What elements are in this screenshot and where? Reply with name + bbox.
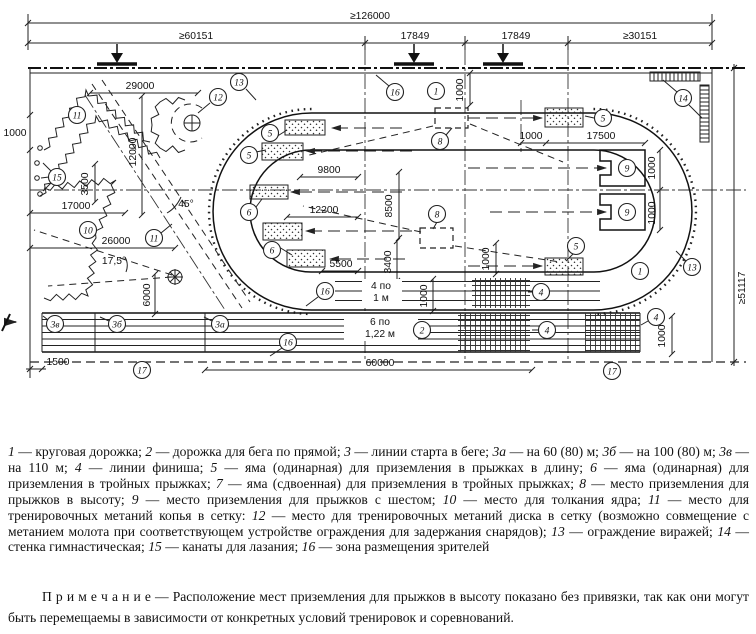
callout-16 — [280, 334, 297, 351]
svg-text:9: 9 — [624, 208, 630, 219]
dim-label-d-1000-b2: 1000 — [647, 201, 658, 225]
callout-4 — [648, 309, 665, 326]
svg-text:16: 16 — [320, 287, 330, 298]
callout-1 — [632, 263, 649, 280]
svg-text:15: 15 — [52, 173, 62, 184]
dim-label-lane-6po: 6 по — [370, 317, 390, 328]
climbing-rope-icons — [35, 146, 43, 197]
svg-text:10: 10 — [83, 226, 93, 237]
svg-text:14: 14 — [678, 94, 688, 105]
note-text: Расположение мест приземления для прыжков в высоту показано без привязки, так как они могут быть перемещаемы в зависимости от конкретных условий тренировок и соревнований. — [8, 589, 749, 626]
svg-text:17: 17 — [607, 367, 617, 378]
svg-text:5: 5 — [573, 242, 579, 253]
dim-label-seg-17849-1: 17849 — [400, 31, 430, 42]
legend — [8, 444, 749, 555]
callout-11 — [146, 230, 163, 247]
legend-item-7: 7 — яма (сдвоенная) для приземления в тройных прыжках; — [215, 475, 580, 491]
dim-label-d-12000: 12000 — [128, 137, 139, 167]
svg-text:13: 13 — [687, 263, 697, 274]
dim-label-d-6000: 6000 — [142, 283, 153, 307]
svg-text:5: 5 — [267, 129, 273, 140]
legend-item-8: 8 — место приземления для прыжков в высоту; — [8, 475, 749, 507]
svg-text:8: 8 — [437, 137, 443, 148]
dim-label-lane-122m: 1,22 м — [365, 329, 395, 340]
dim-label-d-1000-p6: 1000 — [519, 131, 543, 142]
dim-label-d-8500: 8500 — [384, 194, 395, 218]
svg-text:8: 8 — [434, 210, 440, 221]
callout-8 — [432, 133, 449, 150]
dim-label-d-1000-top: 1000 — [455, 78, 466, 102]
svg-text:5: 5 — [246, 151, 252, 162]
callout-5 — [568, 238, 585, 255]
svg-text:12: 12 — [213, 93, 223, 104]
dim-label-d-9800: 9800 — [317, 165, 341, 176]
dim-label-height-51117: ≥51117 — [737, 271, 748, 305]
callout-13 — [231, 74, 248, 91]
callout-14 — [675, 90, 692, 107]
svg-text:6: 6 — [246, 208, 252, 219]
legend-item-6: 6 — яма (одинарная) для приземления в тройных прыжках; — [8, 459, 749, 491]
svg-text:6: 6 — [269, 246, 275, 257]
legend-item-12: 12 — место для тренировочных метаний диска в сетку (возможно совмещение с метанием молота при соответствующем устройстве ограждения для задержания снарядов); — [8, 507, 749, 539]
svg-text:3а: 3а — [215, 320, 225, 331]
callout-8 — [429, 206, 446, 223]
dim-label-seg-30151: ≥30151 — [622, 31, 658, 42]
dim-label-d-26000: 26000 — [101, 236, 131, 247]
callout-10 — [80, 222, 97, 239]
callout-4 — [533, 284, 550, 301]
dim-label-d-1000-fin: 1000 — [657, 324, 668, 348]
dim-label-d-1500: 1500 — [46, 357, 70, 368]
high-jump-landing — [420, 108, 468, 248]
callout-16 — [387, 84, 404, 101]
dim-label-d-60000: 60000 — [365, 358, 395, 369]
legend-item-4: 4 — линии финиша; — [74, 459, 211, 475]
svg-text:4: 4 — [538, 288, 544, 299]
legend-item-10: 10 — место для толкания ядра; — [442, 491, 649, 507]
dim-label-total-126000: ≥126000 — [349, 11, 391, 22]
dim-label-d-12200: 12200 — [309, 205, 339, 216]
dim-label-d-5500: 5500 — [329, 259, 353, 270]
legend-item-11: 11 — место для тренировочных метаний копья в сетку: — [8, 491, 749, 523]
svg-text:3б: 3б — [112, 320, 122, 331]
legend-item-1: 1 — круговая дорожка; — [8, 444, 146, 459]
zone-zigzag-borders — [40, 90, 185, 301]
legend-item-13: 13 — ограждение виражей; — [551, 523, 718, 539]
dim-label-a-45: 45° — [178, 199, 194, 210]
dim-label-seg-60151: ≥60151 — [178, 31, 214, 42]
svg-text:1: 1 — [433, 87, 439, 98]
callout-2 — [414, 322, 431, 339]
callout-6 — [264, 242, 281, 259]
callout-15 — [49, 169, 66, 186]
dim-label-lane-1m: 1 м — [373, 293, 389, 304]
dim-label-lane-4po: 4 по — [371, 281, 391, 292]
callout-5 — [595, 110, 612, 127]
svg-text:16: 16 — [390, 88, 400, 99]
svg-text:11: 11 — [149, 234, 159, 245]
svg-text:4: 4 — [653, 313, 659, 324]
dim-label-d-1000-left: 1000 — [3, 128, 27, 139]
legend-item-14: 14 — стенка гимнастическая; — [8, 523, 750, 555]
svg-text:1: 1 — [637, 267, 643, 278]
note-dash: — — [155, 589, 169, 604]
legend-item-3б: 3б — на 100 (80) м; — [602, 444, 720, 459]
dim-label-d-17000: 17000 — [61, 201, 91, 212]
callout-17 — [604, 363, 621, 380]
callout-6 — [241, 204, 258, 221]
note-label: П р и м е ч а н и е — [42, 589, 151, 604]
callout-11 — [69, 107, 86, 124]
dim-label-a-17-5: 17,5° — [101, 256, 127, 267]
legend-item-5: 5 — яма (одинарная) для приземления в прыжках в длину; — [210, 459, 591, 475]
svg-text:17: 17 — [137, 366, 147, 377]
dim-label-seg-17849-2: 17849 — [501, 31, 531, 42]
svg-text:16: 16 — [283, 338, 293, 349]
callout-3б — [109, 316, 126, 333]
svg-text:3в: 3в — [50, 320, 60, 331]
svg-text:4: 4 — [544, 326, 550, 337]
callout-3а — [212, 316, 229, 333]
dim-label-d-17500: 17500 — [586, 131, 616, 142]
gymnastics-wall — [650, 72, 709, 142]
callout-1 — [428, 83, 445, 100]
legend-item-3а: 3а — на 60 (80) м; — [492, 444, 603, 459]
callout-13 — [684, 259, 701, 276]
callout-5 — [262, 125, 279, 142]
legend-item-3в: 3в — на 110 м; — [8, 444, 749, 475]
legend-item-9: 9 — место приземления для прыжков с шестом; — [131, 491, 443, 507]
legend-item-16: 16 — зона размещения зрителей — [301, 539, 490, 555]
dim-label-d-1000-p7: 1000 — [481, 247, 492, 271]
callout-9 — [619, 160, 636, 177]
svg-text:13: 13 — [234, 78, 244, 89]
dim-label-d-1000-strip: 1000 — [419, 284, 430, 308]
callout-5 — [241, 147, 258, 164]
figure-note — [8, 586, 749, 628]
svg-text:5: 5 — [600, 114, 606, 125]
callout-16 — [317, 283, 334, 300]
svg-text:2: 2 — [419, 326, 425, 337]
legend-item-15: 15 — канаты для лазания; — [148, 539, 302, 555]
legend-item-2: 2 — дорожка для бега по прямой; — [145, 444, 345, 459]
callout-4 — [539, 322, 556, 339]
discus-circle — [171, 104, 202, 142]
shot-put-circle — [167, 269, 183, 285]
callout-3в — [47, 316, 64, 333]
callout-17 — [134, 362, 151, 379]
dim-label-d-3400: 3400 — [383, 250, 394, 274]
dim-label-d-29000: 29000 — [125, 81, 155, 92]
callout-12 — [210, 89, 227, 106]
callout-9 — [619, 204, 636, 221]
dim-label-d-1000-b1: 1000 — [647, 156, 658, 180]
svg-text:9: 9 — [624, 164, 630, 175]
dim-label-d-3500: 3500 — [80, 172, 91, 196]
legend-item-3: 3 — линии старта в беге; — [344, 444, 493, 459]
svg-text:11: 11 — [72, 111, 82, 122]
